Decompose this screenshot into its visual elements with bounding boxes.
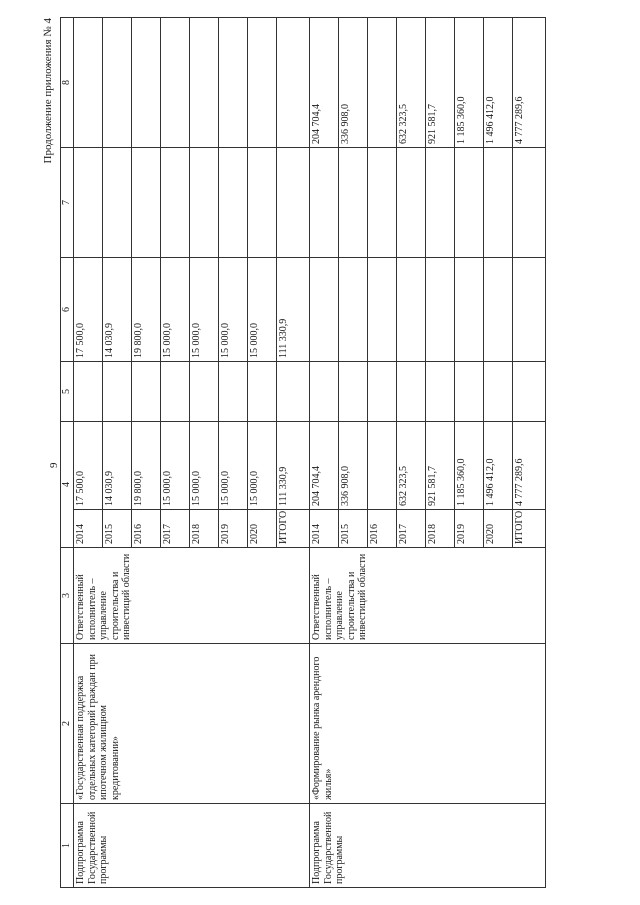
page-number: 9 <box>48 462 60 468</box>
year-cell: 2020 <box>248 509 277 547</box>
table-row <box>310 17 339 887</box>
value-cell-8: 204 704,4 <box>310 17 339 147</box>
value-cell-4: 19 800,0 <box>132 421 161 509</box>
value-cell-7 <box>277 147 310 257</box>
header-cell-1: 1 <box>61 803 74 887</box>
year-cell: 2018 <box>190 509 219 547</box>
value-cell-4: 921 581,7 <box>426 421 455 509</box>
value-cell-5 <box>397 361 426 421</box>
executor-cell: Ответственный исполнитель – управление строительства и инвестиций области <box>74 547 310 643</box>
value-cell-5 <box>161 361 190 421</box>
value-cell-5 <box>248 361 277 421</box>
value-cell-5 <box>484 361 513 421</box>
header-cell-3: 3 <box>61 547 74 643</box>
value-cell-4 <box>368 421 397 509</box>
value-cell-5 <box>132 361 161 421</box>
value-cell-8: 1 496 412,0 <box>484 17 513 147</box>
value-cell-6: 15 000,0 <box>161 257 190 361</box>
value-cell-8: 921 581,7 <box>426 17 455 147</box>
year-cell: 2019 <box>219 509 248 547</box>
value-cell-4: 632 323,5 <box>397 421 426 509</box>
value-cell-8 <box>190 17 219 147</box>
value-cell-4: 14 030,9 <box>103 421 132 509</box>
value-cell-6: 15 000,0 <box>248 257 277 361</box>
executor-cell: Ответственный исполнитель – управление строительства и инвестиций области <box>310 547 546 643</box>
value-cell-6: 14 030,9 <box>103 257 132 361</box>
value-cell-4: 15 000,0 <box>190 421 219 509</box>
value-cell-8: 1 185 360,0 <box>455 17 484 147</box>
value-cell-8: 336 908,0 <box>339 17 368 147</box>
value-cell-7 <box>161 147 190 257</box>
year-cell: 2019 <box>455 509 484 547</box>
year-cell: 2020 <box>484 509 513 547</box>
value-cell-5 <box>513 361 546 421</box>
appendix-note: Продолжение приложения № 4 <box>42 17 54 163</box>
year-cell: ИТОГО <box>513 509 546 547</box>
value-cell-8 <box>161 17 190 147</box>
value-cell-7 <box>455 147 484 257</box>
year-cell: 2017 <box>161 509 190 547</box>
value-cell-7 <box>74 147 103 257</box>
value-cell-6 <box>426 257 455 361</box>
value-cell-8: 632 323,5 <box>397 17 426 147</box>
value-cell-5 <box>74 361 103 421</box>
value-cell-7 <box>310 147 339 257</box>
header-cell-2: 2 <box>61 643 74 803</box>
value-cell-5 <box>103 361 132 421</box>
value-cell-6 <box>368 257 397 361</box>
value-cell-5 <box>219 361 248 421</box>
value-cell-4: 111 330,9 <box>277 421 310 509</box>
value-cell-5 <box>277 361 310 421</box>
header-cell-8: 8 <box>61 17 74 147</box>
value-cell-7 <box>103 147 132 257</box>
header-cell-7: 7 <box>61 147 74 257</box>
value-cell-5 <box>368 361 397 421</box>
header-row <box>61 17 74 887</box>
value-cell-8 <box>248 17 277 147</box>
value-cell-7 <box>397 147 426 257</box>
value-cell-7 <box>339 147 368 257</box>
value-cell-6: 15 000,0 <box>190 257 219 361</box>
year-cell: ИТОГО <box>277 509 310 547</box>
year-cell: 2014 <box>74 509 103 547</box>
value-cell-4: 15 000,0 <box>161 421 190 509</box>
value-cell-7 <box>368 147 397 257</box>
value-cell-5 <box>455 361 484 421</box>
value-cell-5 <box>426 361 455 421</box>
value-cell-4: 1 185 360,0 <box>455 421 484 509</box>
value-cell-7 <box>513 147 546 257</box>
value-cell-8 <box>277 17 310 147</box>
value-cell-6 <box>397 257 426 361</box>
value-cell-7 <box>484 147 513 257</box>
value-cell-7 <box>190 147 219 257</box>
year-cell: 2014 <box>310 509 339 547</box>
value-cell-6 <box>513 257 546 361</box>
value-cell-4: 336 908,0 <box>339 421 368 509</box>
value-cell-6 <box>310 257 339 361</box>
value-cell-6 <box>339 257 368 361</box>
value-cell-4: 204 704,4 <box>310 421 339 509</box>
value-cell-6: 15 000,0 <box>219 257 248 361</box>
value-cell-6: 111 330,9 <box>277 257 310 361</box>
value-cell-6: 17 500,0 <box>74 257 103 361</box>
value-cell-5 <box>190 361 219 421</box>
value-cell-8 <box>368 17 397 147</box>
value-cell-7 <box>132 147 161 257</box>
year-cell: 2017 <box>397 509 426 547</box>
budget-table <box>60 17 546 888</box>
header-cell-4: 4 <box>61 421 74 547</box>
value-cell-8: 4 777 289,6 <box>513 17 546 147</box>
value-cell-5 <box>310 361 339 421</box>
value-cell-4: 4 777 289,6 <box>513 421 546 509</box>
year-cell: 2018 <box>426 509 455 547</box>
program-type-cell: Подпрограмма Государственной программы <box>74 803 310 887</box>
value-cell-5 <box>339 361 368 421</box>
value-cell-6: 19 800,0 <box>132 257 161 361</box>
year-cell: 2015 <box>103 509 132 547</box>
program-name-cell: «Формирование рынка арендного жилья» <box>310 643 546 803</box>
value-cell-8 <box>132 17 161 147</box>
value-cell-8 <box>103 17 132 147</box>
value-cell-8 <box>74 17 103 147</box>
value-cell-4: 15 000,0 <box>219 421 248 509</box>
value-cell-7 <box>248 147 277 257</box>
header-cell-6: 6 <box>61 257 74 361</box>
value-cell-6 <box>455 257 484 361</box>
value-cell-4: 17 500,0 <box>74 421 103 509</box>
rotated-sheet <box>40 18 600 888</box>
program-type-cell: Подпрограмма Государственной программы <box>310 803 546 887</box>
value-cell-7 <box>426 147 455 257</box>
table-row <box>74 17 103 887</box>
header-cell-5: 5 <box>61 361 74 421</box>
year-cell: 2016 <box>132 509 161 547</box>
table-body <box>74 17 546 887</box>
year-cell: 2015 <box>339 509 368 547</box>
value-cell-7 <box>219 147 248 257</box>
program-name-cell: «Государственная поддержка отдельных категорий граждан при ипотечном жилищном кредитовании» <box>74 643 310 803</box>
value-cell-6 <box>484 257 513 361</box>
value-cell-8 <box>219 17 248 147</box>
value-cell-4: 15 000,0 <box>248 421 277 509</box>
value-cell-4: 1 496 412,0 <box>484 421 513 509</box>
year-cell: 2016 <box>368 509 397 547</box>
